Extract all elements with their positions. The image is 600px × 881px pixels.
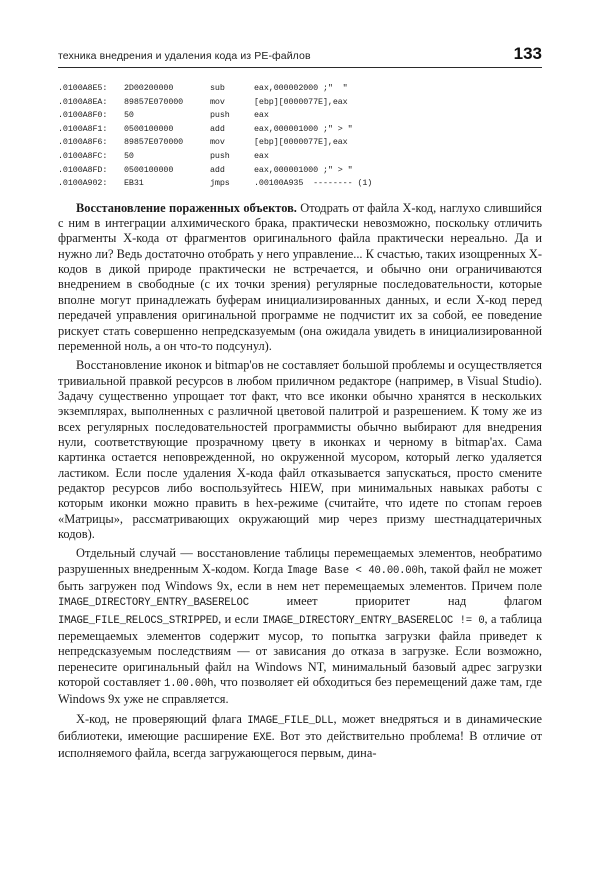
paragraph: X-код, не проверяющий флага IMAGE_FILE_DLL, может внедряться и в динамические библиотеки, имеющие расширение EXE. Вот это действительно проблема! В отличие от исполняемого файла, всегда загружающегося первым, дина- xyxy=(58,711,542,761)
listing-operands: eax xyxy=(254,110,269,121)
listing-row xyxy=(58,177,542,191)
listing-row xyxy=(58,123,542,137)
listing-bytes: 50 xyxy=(124,110,134,121)
page-number: 133 xyxy=(513,44,542,63)
listing-bytes: 89857E070000 xyxy=(124,137,184,148)
listing-row xyxy=(58,164,542,178)
paragraph: Восстановление иконок и bitmap'ов не составляет большой проблемы и осуществляется тривиальной правкой ресурсов в любом приличном редакторе (например, в Visual Studio). Задачу существенно упрощает тот факт, что все иконки обычно хранятся в нескольких экземплярах, выполненных с различной цветовой палитрой и разрешением. К тому же из всех регулярных последовательностей программисты обычно выбирают для внедрения нули, соответствующие прозрачному цвету в иконках и черному в bitmap'ах. Сама картинка остается неповрежденной, но окруженной мусором, который легко удаляется ластиком. Если после удаления X-кода файл отказывается запускаться, просто смените редактор ресурсов либо воспользуйтесь HIEW, при минимальных навыках работы с которым иконки можно править в hex-режиме (считайте, что идете по стопам героев «Матрицы», рассматривающих окружающий мир через призму шестнадцатеричных кодов). xyxy=(58,358,542,541)
listing-address: .0100A8EA: xyxy=(58,96,108,107)
listing-bytes: 50 xyxy=(124,150,134,161)
running-title: техника внедрения и удаления кода из PE-файлов xyxy=(58,50,311,62)
listing-address: .0100A8F0: xyxy=(58,110,108,121)
listing-mnemonic: push xyxy=(210,150,230,161)
listing-address: .0100A8FC: xyxy=(58,150,108,161)
listing-bytes: EB31 xyxy=(124,178,144,189)
listing-operands: eax,000002000 ;" " xyxy=(254,83,348,93)
listing-operands: .00100A935 -------- (1) xyxy=(254,178,373,189)
body-text xyxy=(58,201,542,762)
listing-address: .0100A8F1: xyxy=(58,123,108,134)
listing-operands: eax xyxy=(254,150,269,161)
listing-mnemonic: add xyxy=(210,123,225,134)
listing-mnemonic: push xyxy=(210,110,230,121)
paragraph: Отдельный случай — восстановление таблицы перемещаемых элементов, необратимо разрушенных внедренным X-кодом. Когда Image Base < 40.00.00h, такой файл не может быть загружен под Windows 9x, если в нем нет перемещаемых элементов. Причем поле IMAGE_DIRECTORY_ENTRY_BASERELOC имеет приоритет над флагом IMAGE_FILE_RELOCS_STRIPPED, и если IMAGE_DIRECTORY_ENTRY_BASERELOC != 0, а таблица перемещаемых элементов содержит мусор, то попытка загрузки файла приведет к непредсказуемым последствиям — от зависания до отказа в загрузке. Если возможно, перенесите оригинальный файл на Windows NT, минимальный базовый адрес загрузки которой составляет 1.00.00h, что позволяет ей обходиться без перемещений даже там, где Windows 9x уже не справляется. xyxy=(58,546,542,707)
listing-row xyxy=(58,136,542,150)
code-listing xyxy=(58,82,542,191)
listing-row xyxy=(58,96,542,110)
listing-address: .0100A8E5: xyxy=(58,83,108,93)
listing-mnemonic: mov xyxy=(210,137,225,148)
listing-address: .0100A902: xyxy=(58,178,108,189)
listing-operands: [ebp][0000077E],eax xyxy=(254,96,348,107)
listing-mnemonic: jmps xyxy=(210,178,230,189)
listing-mnemonic: add xyxy=(210,164,225,175)
listing-row xyxy=(58,150,542,164)
listing-row xyxy=(58,82,542,96)
paragraph: Восстановление пораженных объектов. Отодрать от файла X-код, наглухо слившийся с ним в интеграции алхимического брака, практически невозможно, поскольку отличить фрагменты X-кода от фрагментов оригинального файла практически нереально. Да и нужно ли? Ведь достаточно отобрать у него управление... К счастью, таких изощренных X-кодов в дикой природе практически не встречается, и обычно они ограничиваются внедрением в свободные (с их точки зрения) регулярные последовательности, которые вполне могут принадлежать буферам инициализированных данных, и если X-код перед передачей управления оригинальной программе не подчистит их за собой, ее поведение рискует стать совершенно непредсказуемым (она ожидала увидеть в инициализированной переменной ноль, а он что-то подсунул). xyxy=(58,200,542,353)
listing-operands: eax,000001000 ;" > " xyxy=(254,164,353,175)
page-header xyxy=(58,44,542,68)
listing-bytes: 0500100000 xyxy=(124,164,174,175)
listing-mnemonic: mov xyxy=(210,96,225,107)
listing-bytes: 2D00200000 xyxy=(124,83,174,93)
listing-mnemonic: sub xyxy=(210,83,225,93)
listing-operands: [ebp][0000077E],eax xyxy=(254,137,348,148)
listing-row xyxy=(58,109,542,123)
listing-operands: eax,000001000 ;" > " xyxy=(254,123,353,134)
listing-bytes: 0500100000 xyxy=(124,123,174,134)
listing-address: .0100A8FD: xyxy=(58,164,108,175)
listing-address: .0100A8F6: xyxy=(58,137,108,148)
listing-bytes: 89857E070000 xyxy=(124,96,184,107)
